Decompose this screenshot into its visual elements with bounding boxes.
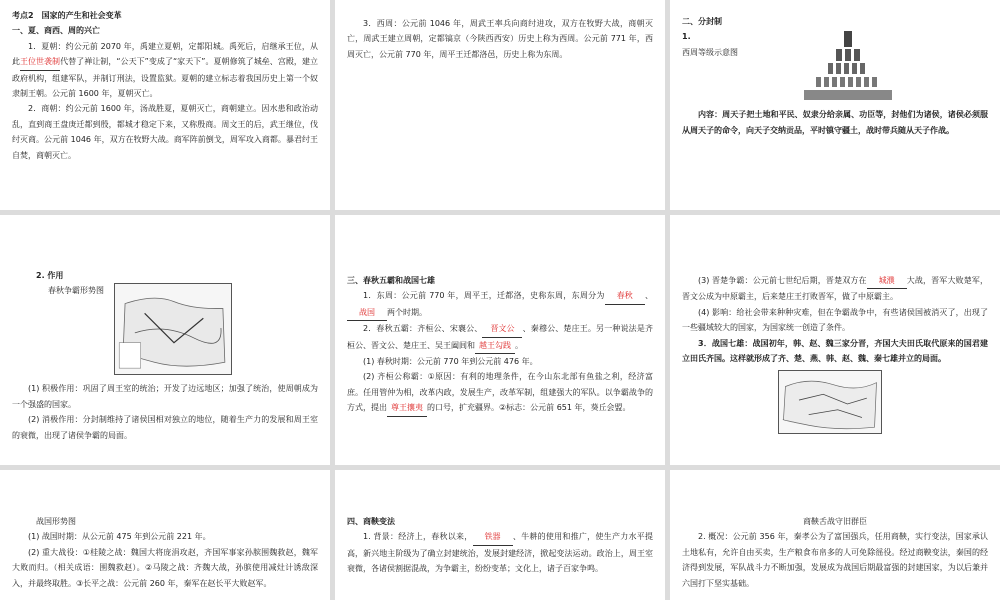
- figure-caption: 春秋争霸形势图: [48, 286, 104, 296]
- sub-number: 1.: [682, 32, 691, 42]
- section-title: 2. 作用: [36, 271, 64, 280]
- paragraph: (4) 影响：给社会带来种种灾难，但在争霸战争中，有些诸侯国被消灭了，出现了一些疆域较大的国家，为国家统一创造了条件。: [682, 307, 988, 333]
- section-title: 四、商鞅变法: [347, 517, 395, 526]
- section-title: 三、春秋五霸和战国七雄: [347, 276, 435, 285]
- figure-caption: 西周等级示意图: [682, 47, 738, 57]
- answer-blank: 铁器: [473, 529, 513, 545]
- paragraph: (2) 重大战役：①桂陵之战：魏国大将庞涓攻赵，齐国军事家孙膑围魏救赵，魏军大败而归。（相关成语：围魏救赵）。②马陵之战：齐魏大战，孙膑使用减灶计诱敌深入，并最终取胜。③长平之战：公元前 260 年，秦军在赵长平大败赵军。: [12, 547, 318, 588]
- paragraph: 1．夏朝：约公元前 2070 年，禹建立夏朝，定都阳城。禹死后，启继承王位，从此王位世袭制代替了禅让制，“公天下”变成了“家天下”。夏朝修筑了城垒、宫殿，建立政府机构，组建军队，并制订刑法，设置监狱。夏朝的建立标志着我国历史上第一个奴隶制王朝。公元前 1600 年，夏朝灭亡。: [12, 41, 319, 99]
- paragraph: 内容：周天子把土地和平民、奴隶分给亲属、功臣等，封他们为诸侯，诸侯必须服从周天子的命令，向天子交纳贡品，平时镇守疆土，战时带兵随从天子作战。: [682, 110, 988, 135]
- answer-blank: 战国: [347, 305, 387, 321]
- paragraph: (2) 消极作用：分封制维持了诸侯国相对独立的地位，随着生产力的发展和周王室的衰微，出现了诸侯争霸的局面。: [12, 415, 318, 440]
- hierarchy-pyramid-figure: [798, 29, 898, 103]
- paragraph: (1) 战国时期：从公元前 475 年到公元前 221 年。: [28, 532, 211, 542]
- paragraph: 3．战国七雄：战国初年，韩、赵、魏三家分晋，齐国大夫田氏取代原来的国君建立田氏齐国。这样就形成了齐、楚、燕、韩、赵、魏、秦七雄并立的局面。: [682, 338, 988, 364]
- paragraph: (3) 晋楚争霸：公元前七世纪后期，晋楚双方在 城濮 大战，晋军大败楚军，晋文公成为中原霸主，后来楚庄王打败晋军，做了中原霸主。: [682, 273, 988, 305]
- answer-blank: 晋文公: [482, 321, 522, 337]
- figure-caption: 战国形势图: [36, 517, 76, 526]
- paragraph: 2．春秋五霸：齐桓公、宋襄公、 晋文公 、秦穆公、楚庄王。另一种说法是齐桓公、晋文公、楚庄王、吴王阖闾和 越王勾践 。: [347, 321, 653, 354]
- answer-blank: 王位世袭制: [20, 54, 60, 70]
- slide-9[interactable]: [670, 470, 1000, 600]
- paragraph: (2) 齐桓公称霸：①原因：有利的地理条件，在今山东北部有鱼盐之利，经济富庶。任用管仲为相，改革内政，发展生产，改革军制，组建强大的军队。以争霸战争的方式，提出 尊王攘夷 的口号，扩充疆界。②标志：公元前 651 年，葵丘会盟。: [347, 369, 653, 416]
- slide-2[interactable]: [335, 0, 665, 210]
- slide-3[interactable]: [670, 0, 1000, 210]
- slide-7[interactable]: [0, 470, 330, 600]
- answer-blank: 尊王攘夷: [387, 400, 427, 416]
- paragraph: 1．东周：公元前 770 年，周平王，迁都洛，史称东周，东周分为 春秋 、战国 两个时期。: [347, 288, 653, 321]
- slide-8[interactable]: [335, 470, 665, 600]
- paragraph: 3．西周：公元前 1046 年，周武王率兵向商纣进攻，双方在牧野大战，商朝灭亡，周武王建立周朝，定都镐京（今陕西西安）历史上称为西周。公元前 771 年，西周灭亡，公元前 770 年，周平王迁都洛邑，历史上称为东周。: [347, 19, 653, 59]
- slide-4[interactable]: [0, 215, 330, 465]
- paragraph: 1. 背景：经济上，春秋以来， 铁器 、牛耕的使用和推广，使生产力水平提高，新兴地主阶级为了确立封建统治，发展封建经济，掀起变法运动。政治上，周王室衰微，各诸侯割据混战，为争霸主，纷纷变革；文化上，诸子百家争鸣。: [347, 529, 653, 576]
- slide-1[interactable]: [0, 0, 330, 210]
- paragraph: (1) 积极作用：巩固了周王室的统治；开发了边远地区；加强了统治，使周朝成为一个强盛的国家。: [12, 384, 318, 409]
- slide-6[interactable]: [670, 215, 1000, 465]
- warring-states-map: [778, 370, 882, 434]
- paragraph: 2．商朝：约公元前 1600 年，汤战胜夏，夏朝灭亡，商朝建立。因水患和政治动乱，直到商王盘庚迁都到殷，都城才稳定下来，又称殷商。周文王的后，武王继位，伐纣灭商。公元前 1046 年，双方在牧野大战。商军阵前倒戈，周军攻入商都。暴君纣王自焚，商朝灭亡。: [12, 104, 318, 160]
- slide-title: 商鞅舌战守旧群臣: [803, 517, 867, 526]
- answer-blank: 春秋: [605, 288, 645, 304]
- answer-blank: 城濮: [867, 273, 907, 289]
- answer-blank: 越王勾践: [475, 338, 515, 354]
- spring-autumn-map: [114, 283, 232, 375]
- section-title: 二、分封制: [682, 17, 722, 26]
- paragraph: (1) 春秋时期：公元前 770 年到公元前 476 年。: [363, 357, 538, 367]
- slide-title: 考点2 国家的产生和社会变革: [12, 11, 122, 20]
- slide-5[interactable]: [335, 215, 665, 465]
- paragraph: 2. 概况：公元前 356 年，秦孝公为了富国强兵，任用商鞅，实行变法，国家承认土地私有，允许自由买卖，生产粮食布帛多的人可免除徭役。经过商鞅变法，秦国的经济得到发展，军队战斗力不断加强，发展成为战国后期最富强的封建国家，为以后兼并六国打下坚实基础。: [682, 532, 988, 588]
- section-title: 一、夏、商西、周的兴亡: [12, 26, 100, 36]
